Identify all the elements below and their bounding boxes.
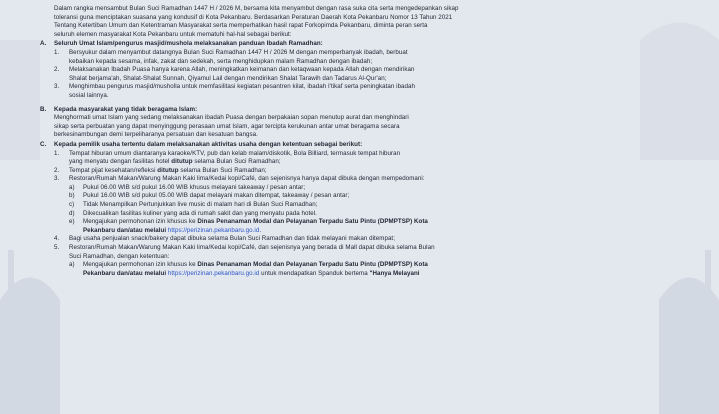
- sub-item: e) Mengajukan permohonan izin khusus ke Dinas Penanaman Modal dan Pelayanan Terpadu Satu Pintu (DPMPTSP) Kota Pekanbaru dan/atau melalui https://perizinan.pekanbaru.go.id.: [69, 218, 428, 234]
- intro-line: Dalam rangka mensambut Bulan Suci Ramadhan 1447 H / 2026 M, bersama kita menyambut dengan rasa suka cita serta mengedepankan sikap: [54, 5, 459, 12]
- section-c-heading: C. Kepada pemilik usaha tertentu dalam melaksanakan aktivitas usaha dengan ketentuan sebagai berikut:: [40, 140, 363, 148]
- sub-item: a) Mengajukan permohonan izin khusus ke Dinas Penanaman Modal dan Pelayanan Terpadu Satu Pintu (DPMPTSP) Kota Pekanbaru dan/atau melalui https://perizinan.pekanbaru.go.id untuk mendapatkan Spanduk bertema "Hanya Melayani: [69, 261, 428, 277]
- section-c-item: 3. Restoran/Rumah Makan/Warung Makan Kaki lima/Kedai kopi/Café, dan sejenisnya hanya dapat dibuka dengan mempedomani:: [54, 175, 425, 183]
- intro-line: seluruh elemen masyarakat Kota Pekanbaru untuk mematuhi hal-hal sebagai berikut:: [54, 30, 292, 38]
- section-a-heading: A. Seluruh Umat Islam/pengurus masjid/mushola melaksanakan panduan Ibadah Ramadhan:: [40, 40, 323, 48]
- perizinan-link[interactable]: https://perizinan.pekanbaru.go.id: [167, 269, 260, 277]
- sub-item: a) Pukul 06.00 WIB s/d pukul 16.00 WIB khusus melayani takeaway / pesan antar;: [69, 183, 306, 191]
- section-b-heading: B. Kepada masyarakat yang tidak beragama Islam:: [40, 105, 198, 113]
- section-a-item: 3. Menghimbau pengurus masjid/musholla untuk memfasilitasi kegiatan pesantren kilat, ibadah I'tikaf serta peningkatan ibadah sosial lainnya.: [54, 83, 416, 99]
- document-page: [18, 0, 701, 414]
- sub-item: b) Pukul 16.00 WIB s/d pukul 05.00 WIB dapat melayani makan ditempat, takeaway / pesan antar;: [69, 192, 350, 200]
- section-b-paragraph: Menghormati umat Islam yang sedang melaksanakan ibadah Puasa dengan berpakaian sopan menutup aurat dan menghindari sikap serta perbuatan yang dapat menyinggung perasaan umat Islam, agar tercipta kerukunan antar umat beragama secara berkesinambungan demi terpeliharanya persatuan dan kesatuan bangsa.: [54, 114, 409, 139]
- section-a-item: 1. Bersyukur dalam menyambut datangnya Bulan Suci Ramadhan 1447 H / 2026 M dengan memperbanyak ibadah, berbuat kebaikan kepada sesama, infak, zakat dan sedekah, serta menghidupkan malam Ramadhan dengan ibadah;: [54, 48, 408, 65]
- section-c-item: 4. Bagi usaha penjualan snack/bakery dapat dibuka selama Bulan Suci Ramadhan dan tidak melayani makan ditempat;: [54, 235, 395, 243]
- sub-item: c) Tidak Menampilkan Pertunjukkan live music di malam hari di Bulan Suci Ramadhan;: [69, 201, 318, 209]
- section-c-item: 1. Tempat hiburan umum diantaranya karaoke/KTV, pub dan kelab malam/diskotik, Bola Billiard, termasuk tempat hiburan yang menyatu dengan fasilitas hotel ditutup selama Bulan Suci Ramadhan;: [54, 149, 401, 166]
- section-a-item: 2. Melaksanakan Ibadah Puasa hanya karena Allah, meningkatkan keimanan dan ketaqwaan kepada Allah dengan mendirikan Shalat berjama'ah, Shalat-Shalat Sunnah, Qiyamul Lail dengan mendirikan Shalat Tarawih dan Tadarus Al-Qur'an;: [54, 66, 415, 82]
- intro-line: toleransi guna menciptakan suasana yang kondusif di Kota Pekanbaru. Berdasarkan Peraturan Daerah Kota Pekanbaru Nomor 13 Tahun 2021: [54, 13, 453, 21]
- section-c-item: 5. Restoran/Rumah Makan/Warung Makan Kaki lima/Kedai kopi/Café, dan sejenisnya yang berada di Mall dapat dibuka selama Bulan Suci Ramadhan, dengan ketentuan:: [54, 244, 435, 260]
- intro-line: Tentang Ketertiban Umum dan Ketentraman Masyarakat serta memperhatikan hasil rapat Forkopimda Pekanbaru, diminta peran serta: [54, 22, 428, 30]
- section-c-item: 2. Tempat pijat kesehatan/refleksi ditutup selama Bulan Suci Ramadhan;: [54, 166, 267, 174]
- sub-item: d) Dikecualikan fasilitas kuliner yang ada di rumah sakit dan yang menyatu pada hotel.: [69, 209, 317, 217]
- perizinan-link[interactable]: https://perizinan.pekanbaru.go.id: [167, 226, 260, 234]
- intro-paragraph: [32, 5, 687, 39]
